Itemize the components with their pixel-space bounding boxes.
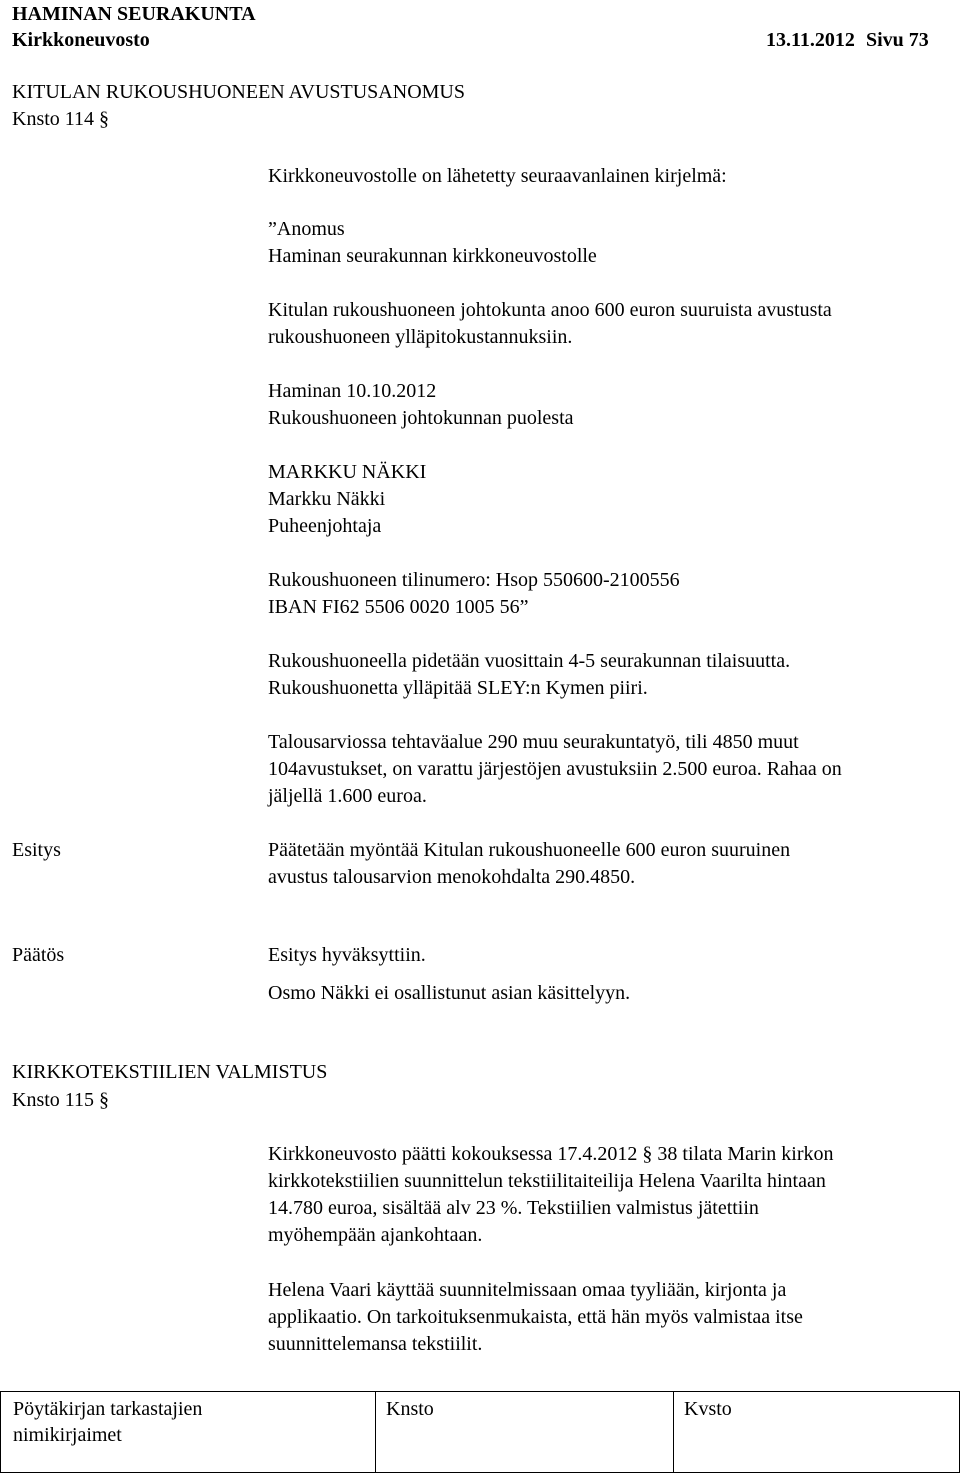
- footer-kvsto-label: Kvsto: [684, 1398, 732, 1420]
- paatos-text: Osmo Näkki ei osallistunut asian käsittelyyn.: [268, 982, 631, 1004]
- paragraph-line: applikaatio. On tarkoituksenmukaista, että hän myös valmistaa itse: [268, 1306, 803, 1328]
- signature-name: Markku Näkki: [268, 488, 386, 510]
- paatos-text: Esitys hyväksyttiin.: [268, 944, 426, 966]
- footer-cell-knsto: [376, 1392, 674, 1472]
- footer-knsto-label: Knsto: [386, 1398, 434, 1420]
- letter-recipient: Haminan seurakunnan kirkkoneuvostolle: [268, 245, 597, 267]
- footer-inspectors-label: Pöytäkirjan tarkastajien: [13, 1398, 203, 1420]
- esitys-text: Päätetään myöntää Kitulan rukoushuoneelle 600 euron suuruinen: [268, 839, 791, 861]
- letter-place-date: Haminan 10.10.2012: [268, 380, 437, 402]
- paragraph-line: Kirkkoneuvosto päätti kokouksessa 17.4.2012 § 38 tilata Marin kirkon: [268, 1143, 834, 1165]
- section-title-kitulan: KITULAN RUKOUSHUONEEN AVUSTUSANOMUS: [12, 81, 465, 103]
- paragraph-line: 14.780 euroa, sisältää alv 23 %. Tekstiilien valmistus jätettiin: [268, 1197, 759, 1219]
- info-line: Rukoushuoneella pidetään vuosittain 4-5 seurakunnan tilaisuutta.: [268, 650, 791, 672]
- paragraph-line: myöhempään ajankohtaan.: [268, 1224, 483, 1246]
- footer-initials-label: nimikirjaimet: [13, 1424, 122, 1446]
- paragraph-line: suunnittelemansa tekstiilit.: [268, 1333, 483, 1355]
- esitys-label: Esitys: [12, 839, 61, 861]
- paatos-label: Päätös: [12, 944, 65, 966]
- signature-title: Puheenjohtaja: [268, 515, 382, 537]
- budget-line: jäljellä 1.600 euroa.: [268, 785, 427, 807]
- section-title-kirkkotekstiilit: KIRKKOTEKSTIILIEN VALMISTUS: [12, 1061, 328, 1083]
- footer-cell-inspectors: [0, 1392, 376, 1472]
- paragraph-line: kirkkotekstiilien suunnittelun tekstiilitaiteilija Helena Vaarilta hintaan: [268, 1170, 826, 1192]
- letter-body-line: rukoushuoneen ylläpitokustannuksiin.: [268, 326, 573, 348]
- footer-cell-kvsto: [674, 1392, 960, 1472]
- meeting-date: 13.11.2012: [766, 29, 855, 51]
- signature-uppercase: MARKKU NÄKKI: [268, 461, 427, 483]
- budget-line: 104avustukset, on varattu järjestöjen avustuksiin 2.500 euroa. Rahaa on: [268, 758, 842, 780]
- letter-on-behalf: Rukoushuoneen johtokunnan puolesta: [268, 407, 574, 429]
- account-number: Rukoushuoneen tilinumero: Hsop 550600-2100556: [268, 569, 680, 591]
- esitys-text: avustus talousarvion menokohdalta 290.4850.: [268, 866, 636, 888]
- organization-name: HAMINAN SEURAKUNTA: [12, 3, 256, 25]
- budget-line: Talousarviossa tehtaväalue 290 muu seurakuntatyö, tili 4850 muut: [268, 731, 799, 753]
- footer-signature-table: [0, 1391, 960, 1473]
- page-number: Sivu 73: [866, 29, 929, 51]
- paragraph-line: Helena Vaari käyttää suunnitelmissaan omaa tyyliään, kirjonta ja: [268, 1279, 787, 1301]
- letter-heading: ”Anomus: [268, 218, 345, 240]
- knsto-114: Knsto 114 §: [12, 108, 110, 130]
- department-name: Kirkkoneuvosto: [12, 29, 150, 51]
- letter-body-line: Kitulan rukoushuoneen johtokunta anoo 600 euron suuruista avustusta: [268, 299, 832, 321]
- iban-number: IBAN FI62 5506 0020 1005 56”: [268, 596, 529, 618]
- info-line: Rukoushuonetta ylläpitää SLEY:n Kymen piiri.: [268, 677, 648, 699]
- knsto-115: Knsto 115 §: [12, 1089, 110, 1111]
- intro-text: Kirkkoneuvostolle on lähetetty seuraavanlainen kirjelmä:: [268, 165, 727, 187]
